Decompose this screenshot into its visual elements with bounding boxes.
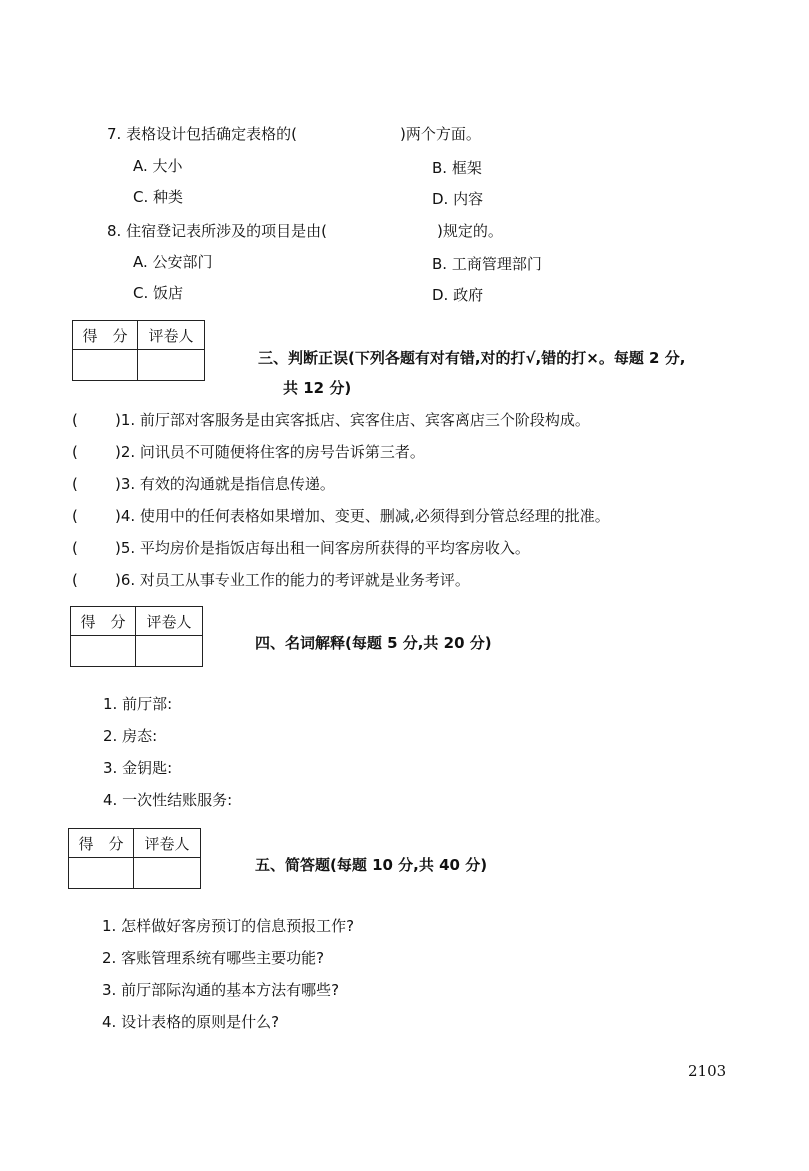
q8-option-b: B. 工商管理部门 <box>432 255 542 273</box>
score-label: 得 分 <box>69 829 134 858</box>
q7-option-d: D. 内容 <box>432 190 484 208</box>
q7-option-c: C. 种类 <box>133 188 184 206</box>
score-cell <box>69 858 134 889</box>
grader-cell <box>134 858 201 889</box>
q7-option-b: B. 框架 <box>432 159 482 177</box>
short-answer-item-2: 2. 客账管理系统有哪些主要功能? <box>102 949 325 967</box>
grader-label: 评卷人 <box>136 607 203 636</box>
tf-item-3: )3. 有效的沟通就是指信息传递。 <box>115 475 335 493</box>
score-label: 得 分 <box>73 321 138 350</box>
score-label: 得 分 <box>71 607 136 636</box>
tf-item-4: )4. 使用中的任何表格如果增加、变更、删减,必须得到分管总经理的批准。 <box>115 507 610 525</box>
page-number: 2103 <box>688 1062 727 1080</box>
section3-title: 三、判断正误(下列各题有对有错,对的打√,错的打×。每题 2 分, <box>258 349 686 367</box>
q7-tail: )两个方面。 <box>400 125 481 143</box>
term-item-2: 2. 房态: <box>103 727 158 745</box>
paren-3: ( <box>72 475 78 493</box>
short-answer-item-1: 1. 怎样做好客房预订的信息预报工作? <box>102 917 355 935</box>
score-box <box>68 828 201 889</box>
tf-item-2: )2. 问讯员不可随便将住客的房号告诉第三者。 <box>115 443 425 461</box>
score-box <box>70 606 203 667</box>
paren-6: ( <box>72 571 78 589</box>
q8-option-d: D. 政府 <box>432 286 484 304</box>
section4-title: 四、名词解释(每题 5 分,共 20 分) <box>255 634 492 652</box>
tf-item-1: )1. 前厅部对客服务是由宾客抵店、宾客住店、宾客离店三个阶段构成。 <box>115 411 590 429</box>
q7-stem: 7. 表格设计包括确定表格的( <box>107 125 297 143</box>
section5-title: 五、简答题(每题 10 分,共 40 分) <box>255 856 488 874</box>
paren-1: ( <box>72 411 78 429</box>
term-item-3: 3. 金钥匙: <box>103 759 173 777</box>
grader-cell <box>136 636 203 667</box>
paren-2: ( <box>72 443 78 461</box>
tf-item-6: )6. 对员工从事专业工作的能力的考评就是业务考评。 <box>115 571 470 589</box>
paren-5: ( <box>72 539 78 557</box>
q8-tail: )规定的。 <box>437 222 503 240</box>
short-answer-item-3: 3. 前厅部际沟通的基本方法有哪些? <box>102 981 340 999</box>
section3-title-cont: 共 12 分) <box>283 379 352 397</box>
term-item-1: 1. 前厅部: <box>103 695 173 713</box>
paren-4: ( <box>72 507 78 525</box>
term-item-4: 4. 一次性结账服务: <box>103 791 233 809</box>
grader-label: 评卷人 <box>138 321 205 350</box>
grader-cell <box>138 350 205 381</box>
q7-option-a: A. 大小 <box>133 157 183 175</box>
score-cell <box>71 636 136 667</box>
q8-option-c: C. 饭店 <box>133 284 184 302</box>
q8-option-a: A. 公安部门 <box>133 253 213 271</box>
short-answer-item-4: 4. 设计表格的原则是什么? <box>102 1013 280 1031</box>
q8-stem: 8. 住宿登记表所涉及的项目是由( <box>107 222 327 240</box>
score-box <box>72 320 205 381</box>
tf-item-5: )5. 平均房价是指饭店每出租一间客房所获得的平均客房收入。 <box>115 539 530 557</box>
score-cell <box>73 350 138 381</box>
grader-label: 评卷人 <box>134 829 201 858</box>
